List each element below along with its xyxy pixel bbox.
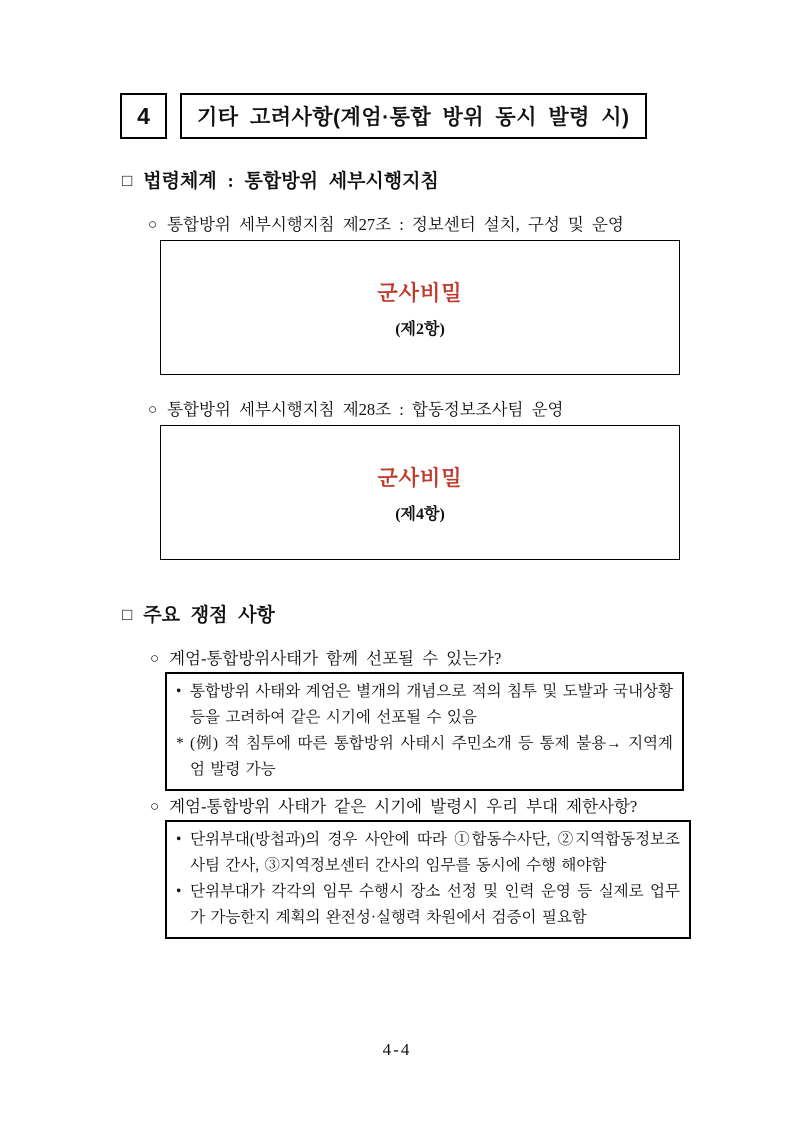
section-number-box: [120, 93, 167, 139]
bullet-text: 계엄-통합방위 사태가 같은 시기에 발령시 우리 부대 제한사항?: [169, 797, 638, 816]
note-text: (例) 적 침투에 따른 통합방위 사태시 주민소개 등 통제 불용→ 지역계엄 발령 가능: [190, 735, 673, 778]
military-secret-label: 군사비밀: [377, 280, 463, 305]
circle-bullet-icon: ○: [148, 217, 158, 233]
bullet-question-1: [150, 645, 501, 669]
circle-bullet-icon: ○: [148, 402, 158, 418]
bullet-text: 통합방위 세부시행지침 제27조 : 정보센터 설치, 구성 및 운영: [167, 215, 624, 234]
page-number: 4-4: [382, 1040, 412, 1059]
note-line: [176, 827, 680, 879]
note-text: 통합방위 사태와 계엄은 별개의 개념으로 적의 침투 및 도발과 국내상황 등을 고려하여 같은 시기에 선포될 수 있음: [190, 683, 673, 726]
secret-box-article-27: [160, 240, 680, 375]
secret-box-article-28: [160, 425, 680, 560]
note-box-question-1: [165, 672, 684, 791]
page-title-box: [180, 93, 647, 139]
circle-bullet-icon: ○: [150, 651, 160, 667]
note-line: [176, 731, 673, 783]
square-bullet-icon: □: [122, 171, 133, 190]
page-header: [120, 93, 647, 139]
note-text: 단위부대가 각각의 임무 수행시 장소 선정 및 인력 운영 등 실제로 업무가 가능한지 계획의 완전성·실행력 차원에서 검증이 필요함: [190, 883, 680, 926]
military-secret-label: 군사비밀: [377, 465, 463, 490]
section-heading-key-issues: [122, 600, 275, 627]
bullet-text: 통합방위 세부시행지침 제28조 : 합동정보조사팀 운영: [167, 400, 564, 419]
dot-bullet-icon: •: [176, 683, 182, 700]
section-heading-legal-system: [122, 166, 439, 193]
note-box-question-2: [165, 820, 691, 939]
section-number: 4: [137, 102, 150, 129]
clause-label: (제4항): [395, 505, 445, 523]
clause-label: (제2항): [395, 320, 445, 338]
dot-bullet-icon: •: [176, 831, 182, 848]
section-heading-text: 주요 쟁점 사항: [143, 605, 275, 626]
section-heading-text: 법령체계 : 통합방위 세부시행지침: [143, 171, 439, 192]
square-bullet-icon: □: [122, 605, 133, 624]
bullet-text: 계엄-통합방위사태가 함께 선포될 수 있는가?: [169, 649, 502, 668]
note-line: [176, 879, 680, 931]
dot-bullet-icon: •: [176, 883, 182, 900]
bullet-article-28: [148, 396, 564, 420]
bullet-article-27: [148, 211, 624, 235]
note-line: [176, 679, 673, 731]
asterisk-marker-icon: *: [176, 735, 184, 752]
circle-bullet-icon: ○: [150, 799, 160, 815]
page-title: 기타 고려사항(계엄·통합 방위 동시 발령 시): [197, 106, 630, 129]
note-text: 단위부대(방첩과)의 경우 사안에 따라 ①합동수사단, ②지역합동정보조사팀 간사, ③지역정보센터 간사의 임무를 동시에 수행 해야함: [190, 831, 680, 874]
bullet-question-2: [150, 793, 637, 817]
